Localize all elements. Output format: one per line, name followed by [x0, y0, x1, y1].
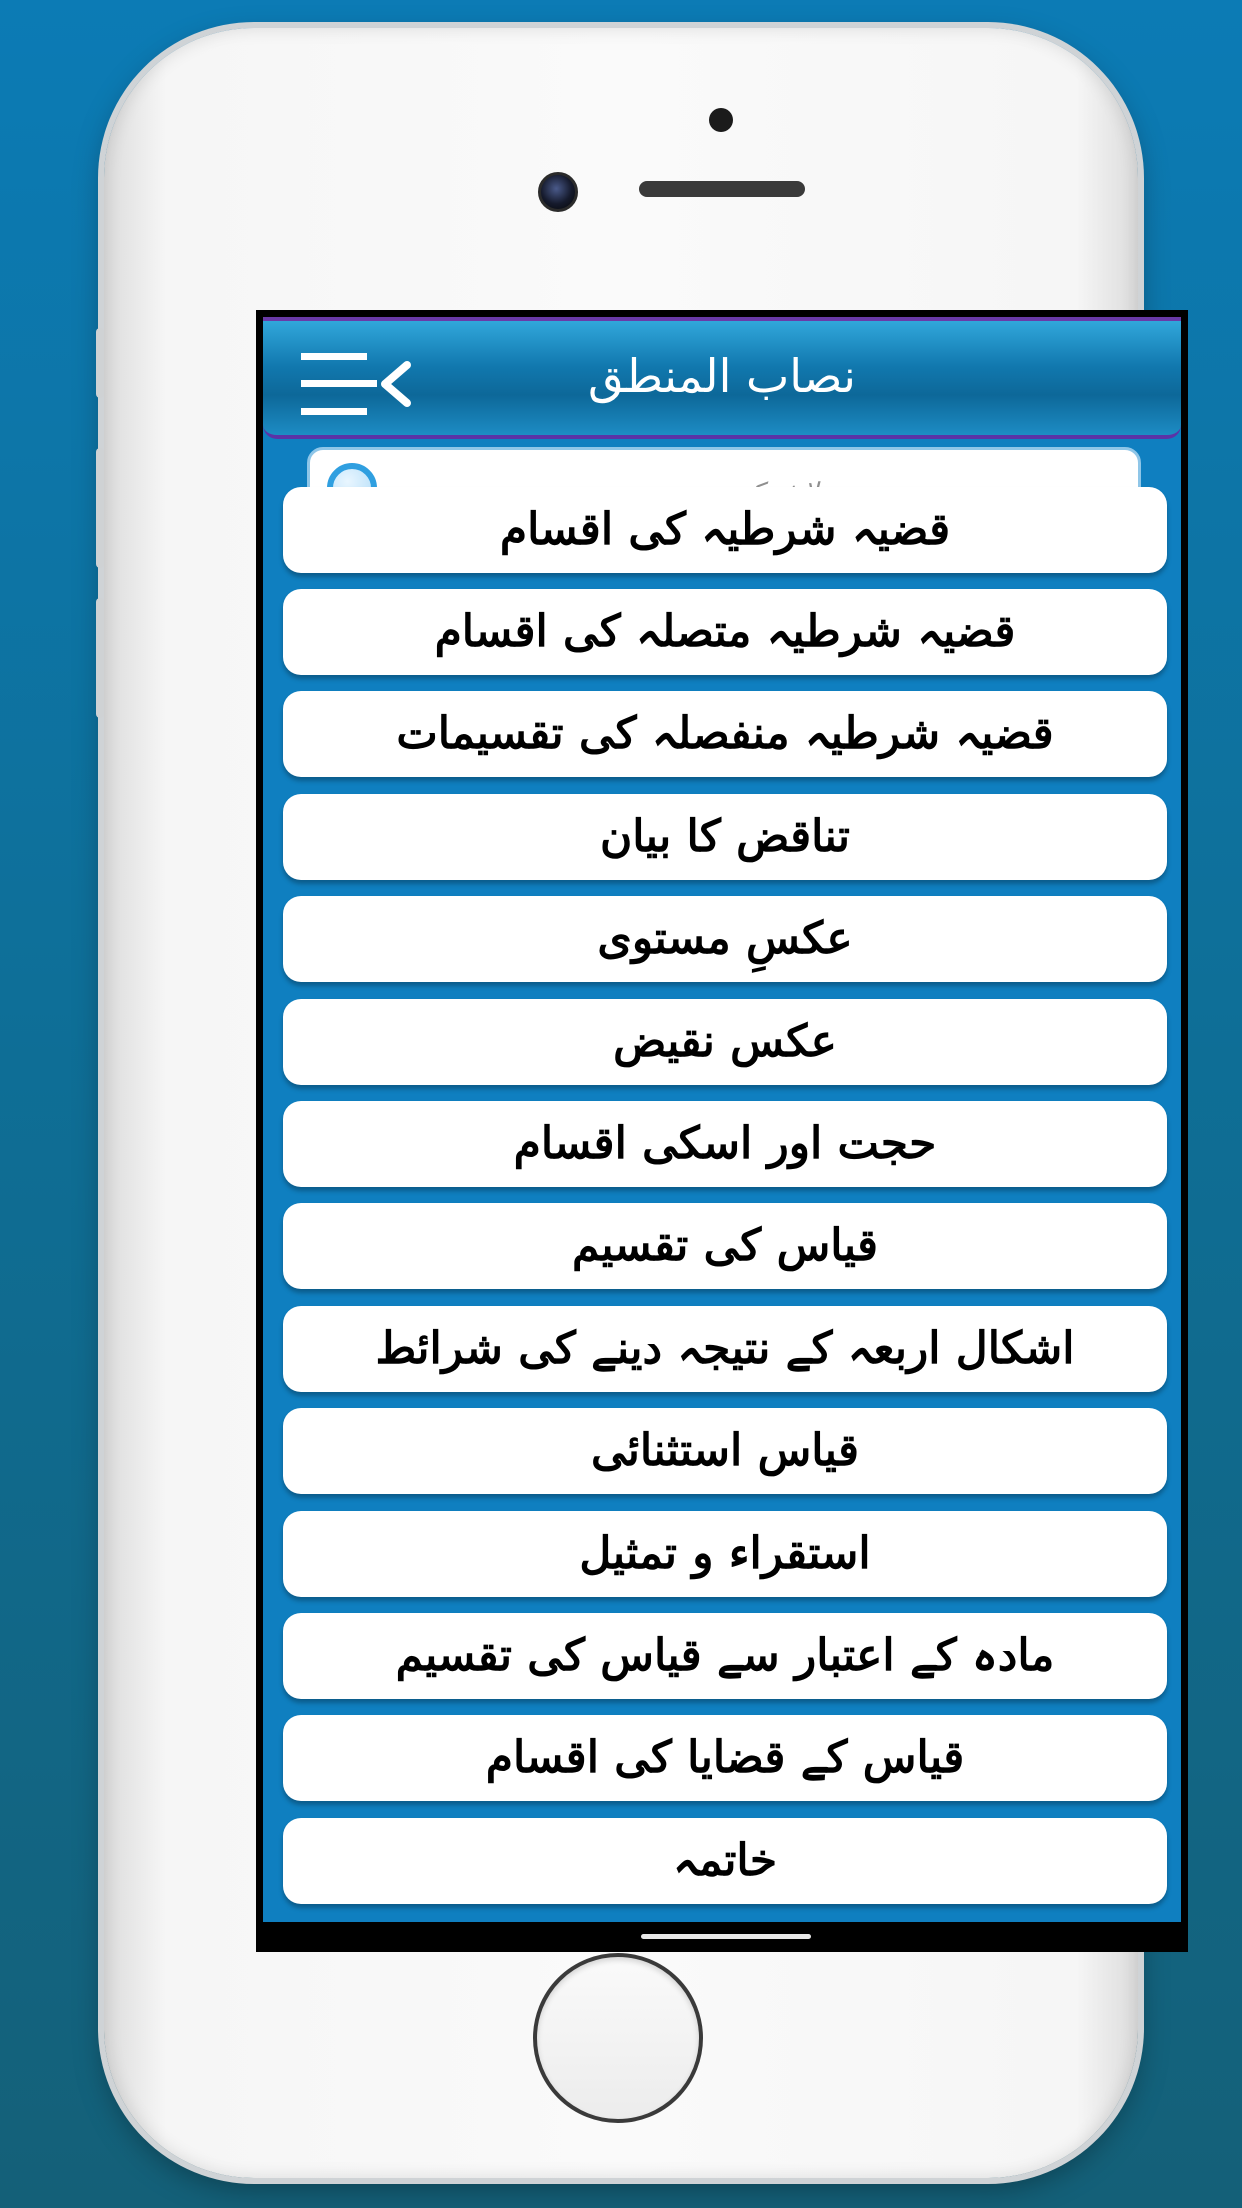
phone-frame	[104, 28, 1138, 2178]
list-item[interactable]	[283, 1408, 1167, 1494]
list-item-label: عکسِ مستوی	[597, 913, 853, 964]
list-item-label: تناقض کا بیان	[599, 811, 851, 862]
app-header	[263, 317, 1181, 439]
proximity-sensor	[709, 108, 733, 132]
topic-list	[263, 504, 1181, 1922]
list-item[interactable]	[283, 1715, 1167, 1801]
list-item-label: خاتمہ	[672, 1835, 778, 1886]
list-item[interactable]	[283, 999, 1167, 1085]
mute-switch	[96, 328, 104, 398]
list-item[interactable]	[283, 1203, 1167, 1289]
list-item[interactable]	[283, 896, 1167, 982]
list-item[interactable]	[283, 691, 1167, 777]
list-item[interactable]	[283, 589, 1167, 675]
front-camera	[538, 172, 578, 212]
list-item[interactable]	[283, 794, 1167, 880]
list-item-label: مادہ کے اعتبار سے قیاس کی تقسیم	[395, 1630, 1055, 1681]
home-button[interactable]	[533, 1953, 703, 2123]
list-item-label: قیاس کے قضایا کی اقسام	[485, 1732, 965, 1783]
list-item-label: عکس نقیض	[613, 1016, 837, 1067]
list-item[interactable]	[283, 487, 1167, 573]
list-item-label: اشکال اربعہ کے نتیجہ دینے کی شرائط	[375, 1323, 1075, 1374]
phone-screen	[256, 310, 1188, 1952]
list-item-label: قضیہ شرطیہ کی اقسام	[499, 504, 951, 555]
home-indicator[interactable]	[641, 1934, 811, 1939]
list-item-label: قیاس استثنائی	[591, 1425, 859, 1476]
list-item[interactable]	[283, 1511, 1167, 1597]
app-window	[263, 317, 1181, 1922]
list-item-label: استقراء و تمثیل	[579, 1528, 871, 1579]
list-item[interactable]	[283, 1613, 1167, 1699]
volume-down-button	[96, 598, 104, 718]
list-item-label: قضیہ شرطیہ متصلہ کی اقسام	[434, 606, 1016, 657]
list-item-label: قیاس کی تقسیم	[572, 1220, 879, 1271]
menu-button[interactable]	[301, 353, 413, 415]
list-item[interactable]	[283, 1818, 1167, 1904]
page-title: نصاب المنطق	[587, 349, 856, 403]
list-item[interactable]	[283, 1101, 1167, 1187]
volume-up-button	[96, 448, 104, 568]
list-item[interactable]	[283, 1306, 1167, 1392]
menu-collapse-icon	[301, 353, 413, 415]
earpiece-speaker	[639, 181, 805, 197]
list-item-label: حجت اور اسکی اقسام	[513, 1118, 937, 1169]
list-item-label: قضیہ شرطیہ منفصلہ کی تقسیمات	[396, 708, 1054, 759]
